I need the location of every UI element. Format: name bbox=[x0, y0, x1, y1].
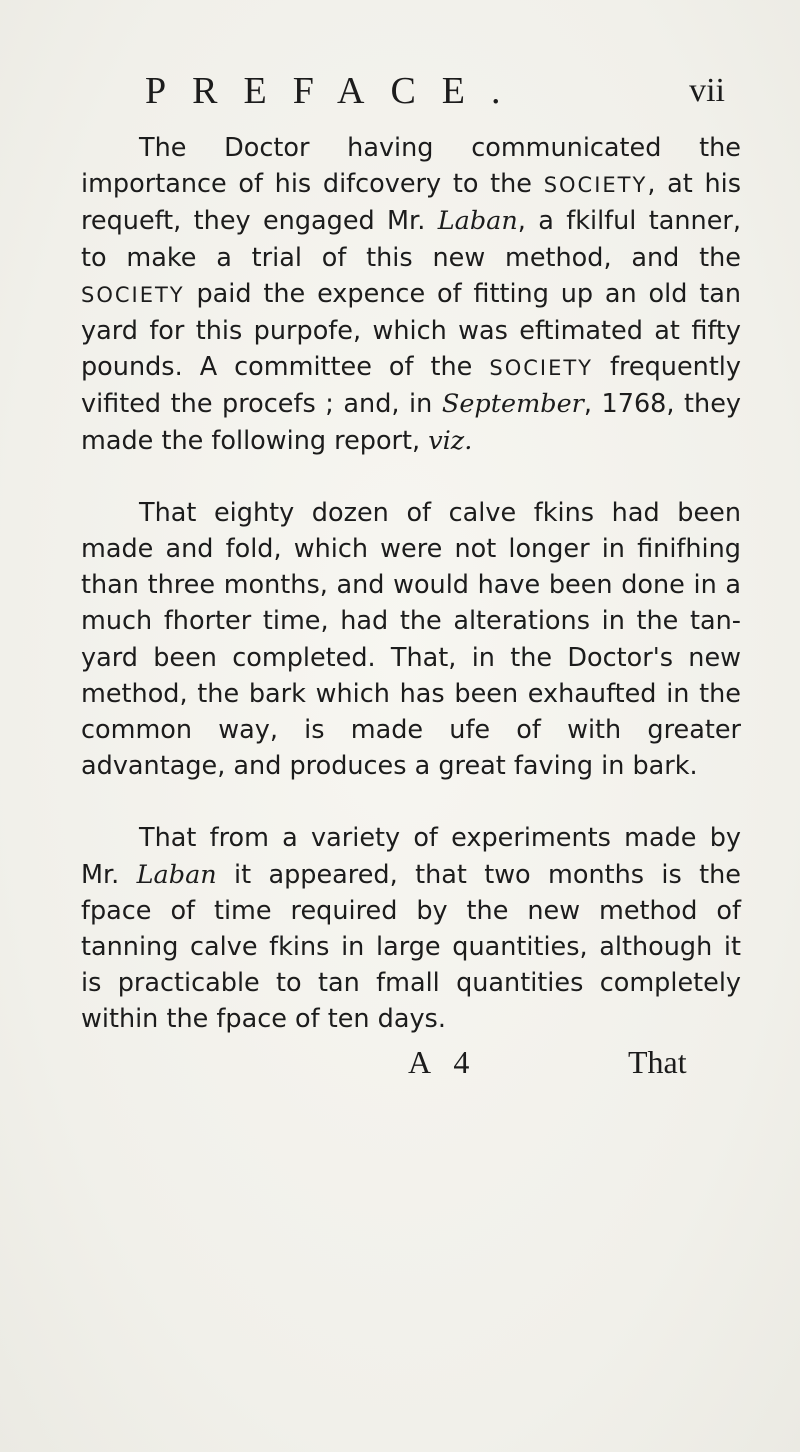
signature-mark: A 4 bbox=[408, 1044, 478, 1080]
paragraph bbox=[81, 495, 741, 785]
text-run: The Doctor having communicated the importance of his difcovery to the bbox=[81, 133, 741, 200]
running-title: PREFACE. bbox=[145, 70, 527, 112]
page-footer bbox=[0, 1044, 800, 1084]
running-header bbox=[145, 66, 725, 116]
text-run: , at his requeft, they engaged Mr. bbox=[81, 169, 741, 237]
italic-text: Laban bbox=[136, 859, 217, 890]
catchword: That bbox=[628, 1044, 687, 1080]
text-run: it appeared, that two months is the fpace of time required by the new method of tanning calve fkins in large quantities, although it is practicable to tan fmall quantities completely within the fpace of ten days. bbox=[81, 859, 741, 1035]
small-caps-text: SOCIETY bbox=[543, 173, 648, 198]
body-text bbox=[81, 130, 741, 1038]
italic-text: September bbox=[441, 389, 584, 420]
text-run: paid the expence of fitting up an old tan yard for this purpofe, which was eftimated at fifty pounds. A committee of the bbox=[81, 278, 741, 383]
text-run: That eighty dozen of calve fkins had been made and fold, which were not longer in finifhing than three months, and would have been done in a much fhorter time, had the alterations in the tan-yard been completed. That, in the Doctor's new method, the bark which has been exhaufted in the common way, is made ufe of with greater advantage, and produces a great faving in bark. bbox=[81, 497, 741, 782]
text-run: frequently vifited the procefs ; and, in bbox=[81, 352, 741, 420]
small-caps-text: SOCIETY bbox=[81, 282, 185, 307]
text-run: , 1768, they made the following report, bbox=[81, 389, 741, 456]
text-run: That from a variety of experiments made by Mr. bbox=[81, 823, 741, 890]
text-run: , a fkilful tanner, to make a trial of this new method, and the bbox=[81, 206, 741, 273]
italic-text: Laban bbox=[437, 206, 518, 237]
paragraph bbox=[81, 820, 741, 1037]
italic-text: viz. bbox=[428, 425, 473, 456]
paragraph bbox=[81, 130, 741, 459]
page-number: vii bbox=[689, 72, 725, 109]
small-caps-text: SOCIETY bbox=[489, 356, 594, 381]
